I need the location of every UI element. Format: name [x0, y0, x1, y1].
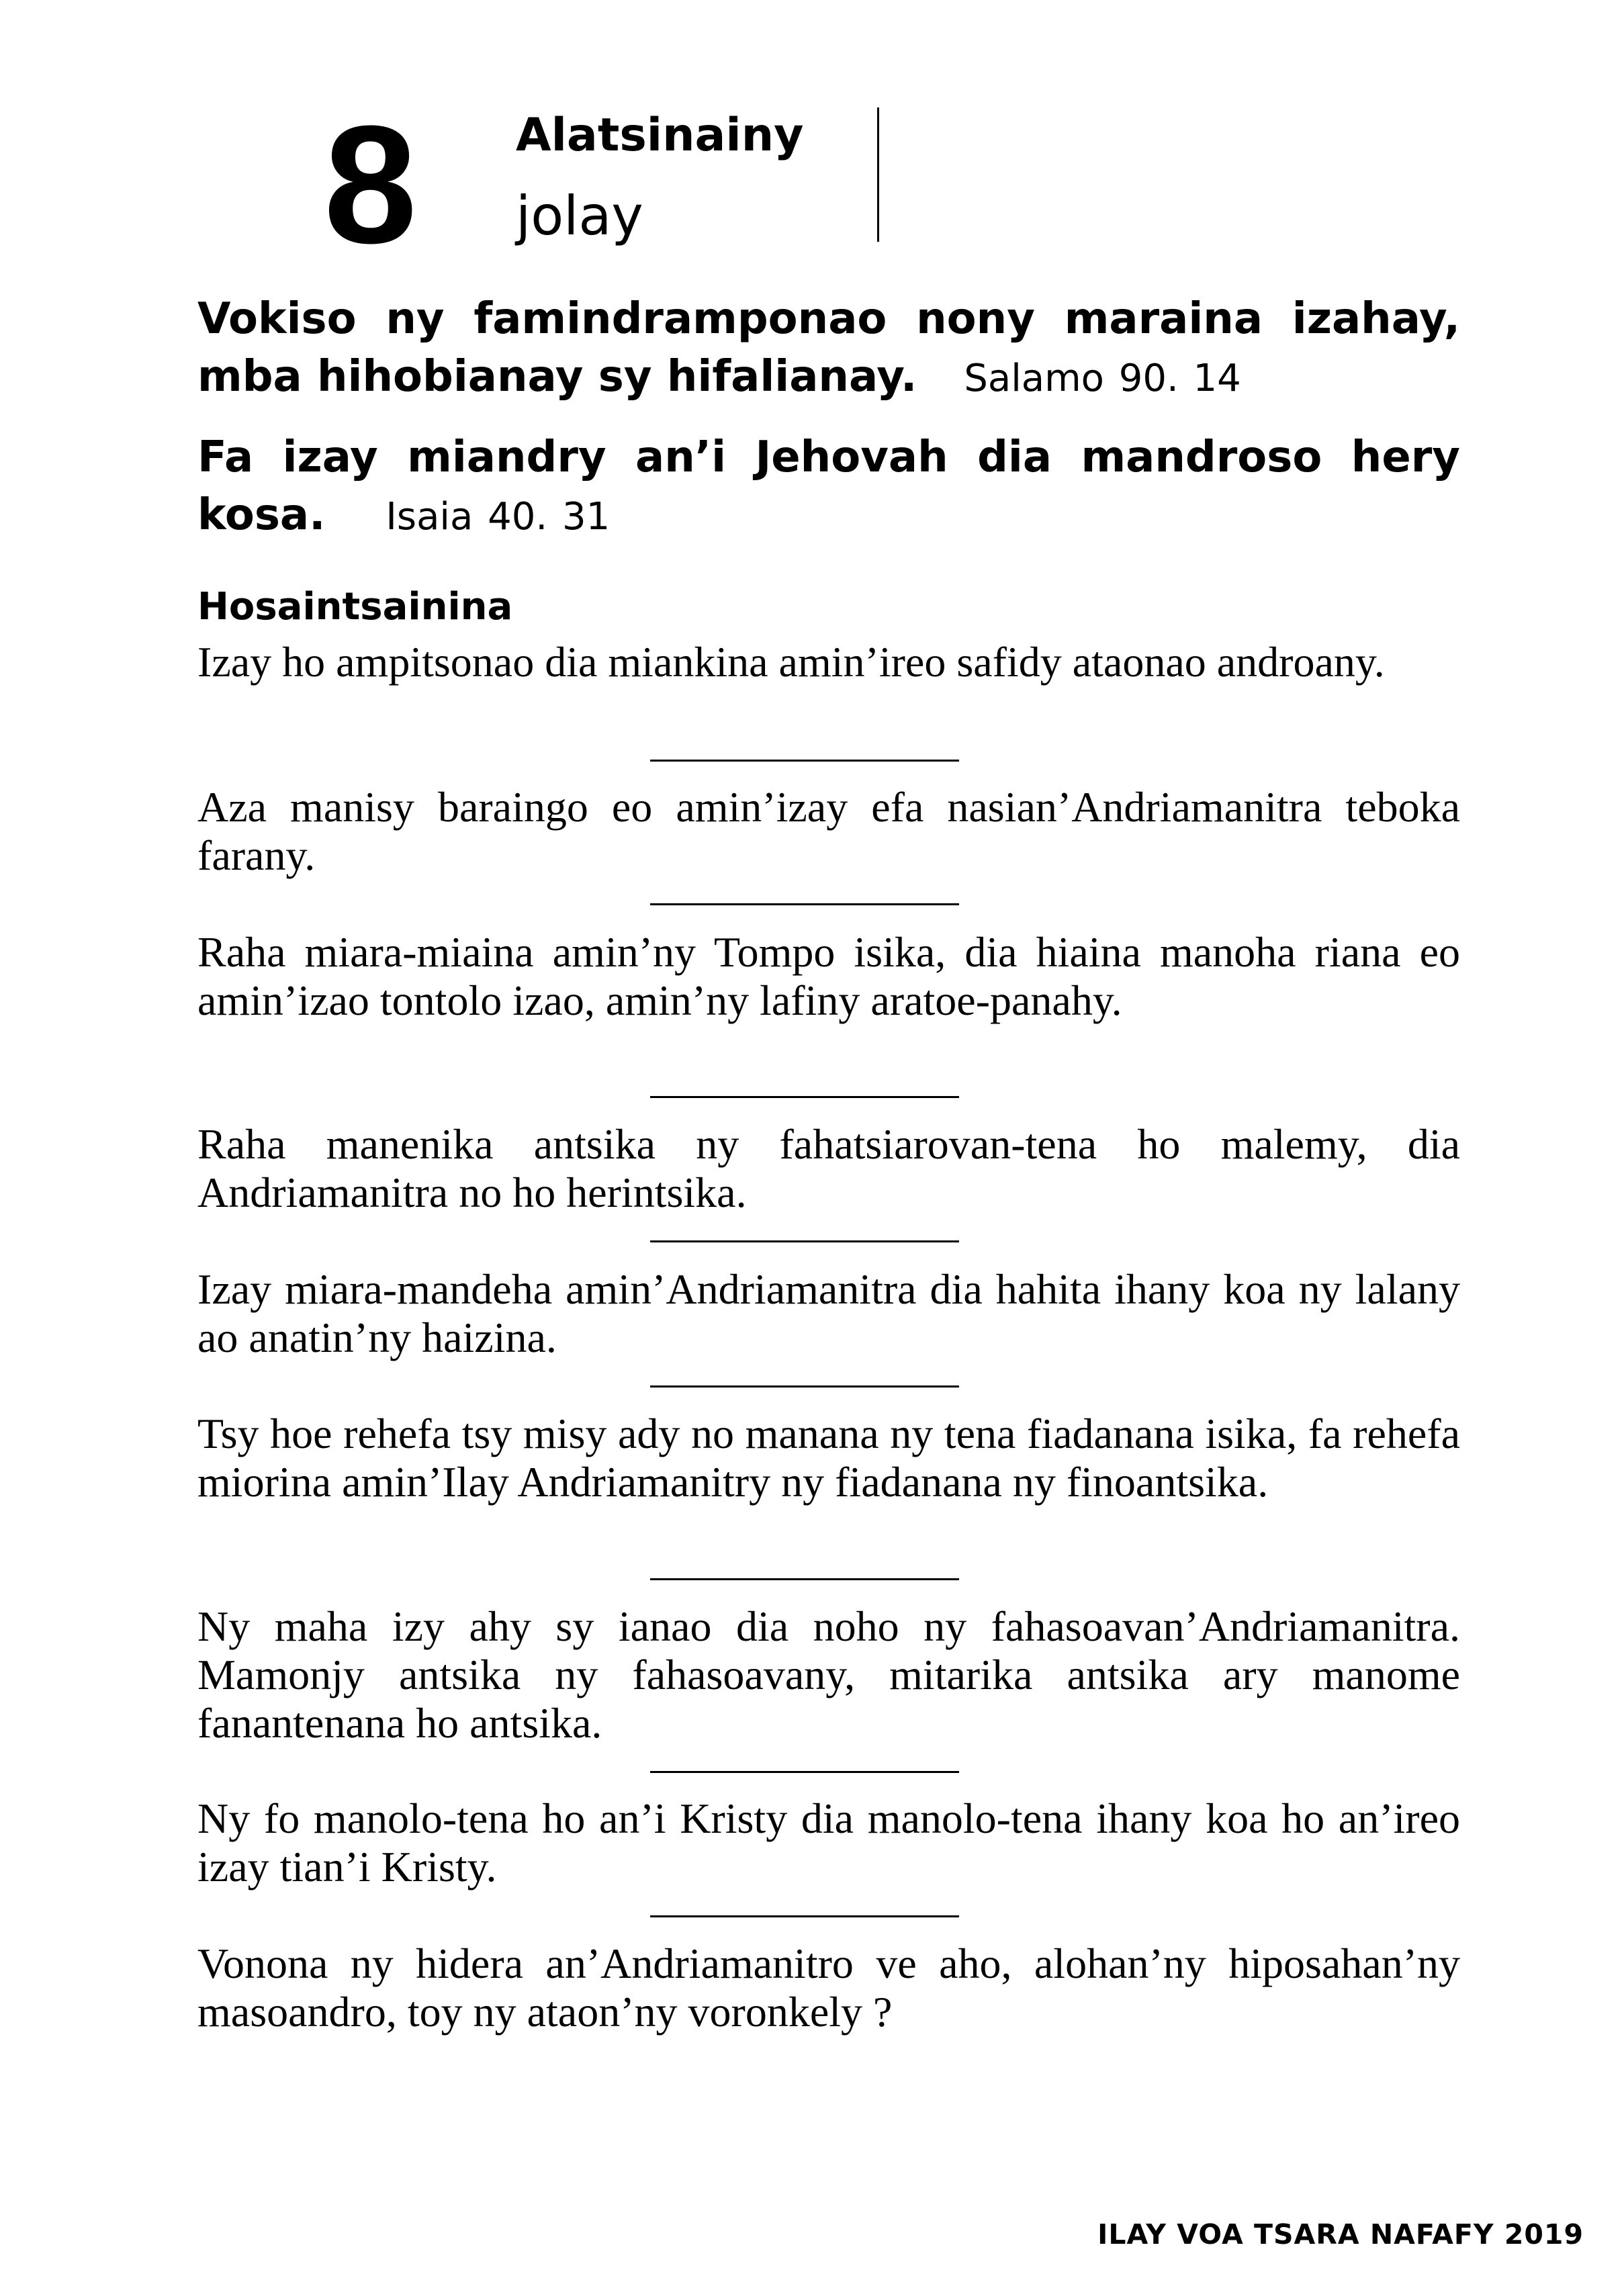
- paragraph-6: Tsy hoe rehefa tsy misy ady no manana ny tena fiadanana isika, fa rehefa miorina amin’Ilay Andriamanitry ny fiadanana ny finoantsika.: [197, 1410, 1460, 1506]
- verse-1-reference: Salamo 90. 14: [964, 357, 1241, 400]
- separator-7: [650, 1771, 959, 1773]
- paragraph-7: Ny maha izy ahy sy ianao dia noho ny fahasoavan’Andriamanitra. Mamonjy antsika ny fahasoavany, mitarika antsika ary manome fanantenana ho antsika.: [197, 1602, 1460, 1747]
- verse-2: [197, 428, 1460, 546]
- paragraph-5: Izay miara-mandeha amin’Andriamanitra dia hahita ihany koa ny lalany ao anatin’ny haizina.: [197, 1265, 1460, 1361]
- separator-4: [650, 1240, 959, 1242]
- paragraph-3: Raha miara-miaina amin’ny Tompo isika, dia hiaina manoha riana eo amin’izao tontolo izao, amin’ny lafiny aratoe-panahy.: [197, 928, 1460, 1024]
- paragraph-1: Izay ho ampitsonao dia miankina amin’ireo safidy ataonao androany.: [197, 638, 1385, 686]
- verse-2-text: Fa izay miandry an’i Jehovah dia mandroso hery kosa.: [197, 433, 1460, 540]
- separator-1: [650, 760, 959, 762]
- day-number: 8: [324, 91, 415, 278]
- section-heading: Hosaintsainina: [197, 585, 513, 629]
- paragraph-9: Vonona ny hidera an’Andriamanitro ve aho, alohan’ny hiposahan’ny masoandro, toy ny ataon’ny voronkely ?: [197, 1940, 1460, 2036]
- day-name: Alatsinainy: [516, 109, 804, 162]
- paragraph-4: Raha manenika antsika ny fahatsiarovan-tena ho malemy, dia Andriamanitra no ho herintsika.: [197, 1120, 1460, 1216]
- header-divider: [877, 107, 879, 242]
- separator-5: [650, 1385, 959, 1388]
- separator-3: [650, 1096, 959, 1098]
- separator-2: [650, 903, 959, 905]
- paragraph-2: Aza manisy baraingo eo amin’izay efa nasian’Andriamanitra teboka farany.: [197, 783, 1460, 879]
- verse-1: [197, 290, 1460, 408]
- verse-2-reference: Isaia 40. 31: [386, 495, 611, 539]
- month-name: jolay: [516, 185, 643, 247]
- separator-8: [650, 1915, 959, 1917]
- verse-1-text: Vokiso ny famindramponao nony maraina izahay, mba hihobianay sy hifalianay.: [197, 294, 1460, 402]
- separator-6: [650, 1578, 959, 1580]
- footer-title: ILAY VOA TSARA NAFAFY 2019: [1097, 2218, 1584, 2250]
- paragraph-8: Ny fo manolo-tena ho an’i Kristy dia manolo-tena ihany koa ho an’ireo izay tian’i Kristy.: [197, 1794, 1460, 1891]
